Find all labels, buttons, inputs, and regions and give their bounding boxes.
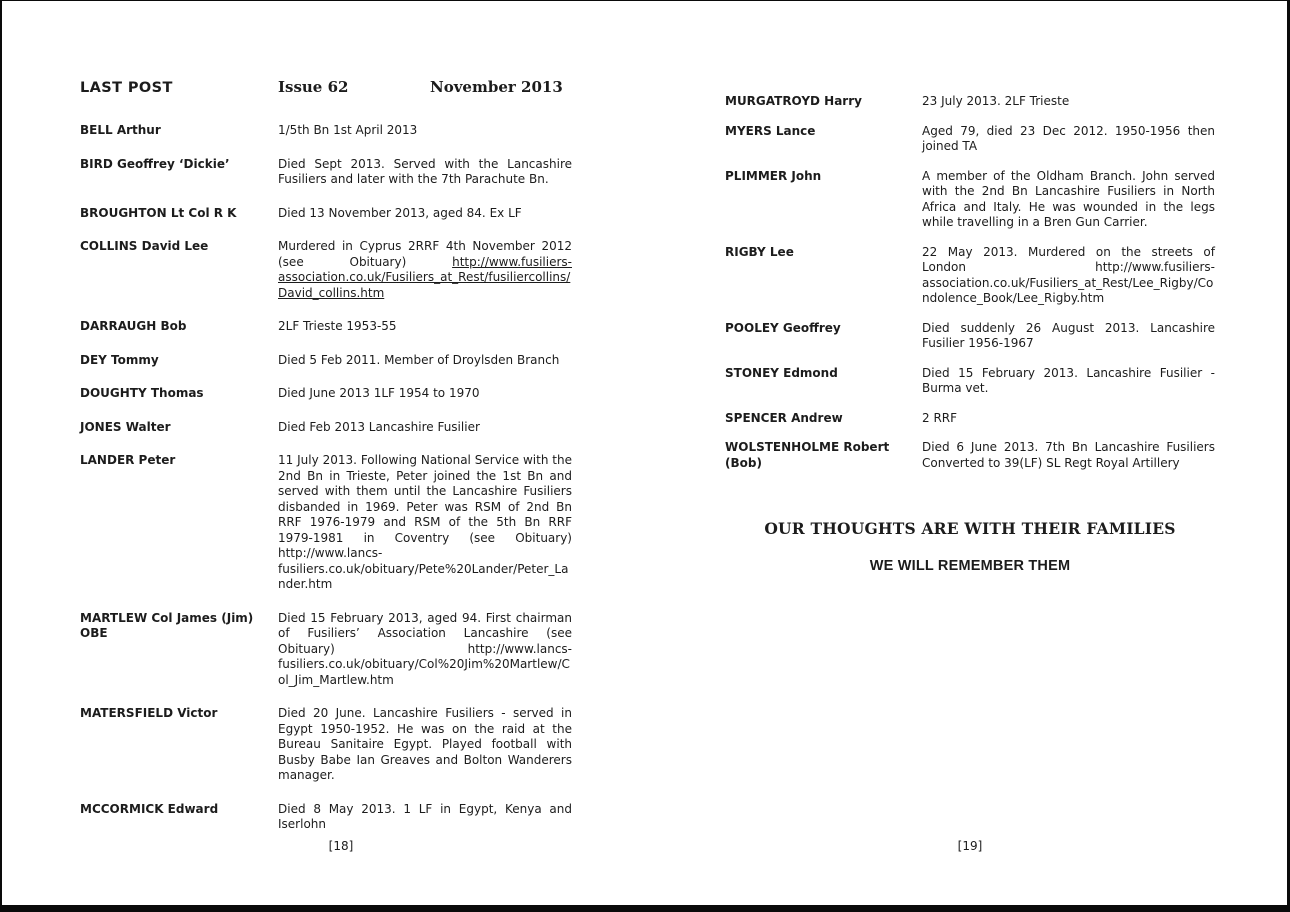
entry-detail-text: Died June 2013 1LF 1954 to 1970 [278, 386, 480, 400]
obituary-entry [80, 206, 572, 222]
obituary-entry [725, 124, 1215, 155]
obituary-entry [725, 169, 1215, 231]
entry-detail-text: Died 15 February 2013, aged 94. First chairman of Fusiliers’ Association Lancashire (see Obituary) http://www.lancs-fusiliers.co.uk/obituary/Col%20Jim%20Martlew/Col_Jim_Martlew.htm [278, 610, 572, 687]
entry-detail [922, 321, 1215, 352]
obituary-entry [725, 366, 1215, 397]
entry-name: MURGATROYD Harry [725, 94, 862, 108]
entry-detail-text: Died 15 February 2013. Lancashire Fusilier - Burma vet. [922, 365, 1215, 395]
obituary-entry [80, 319, 572, 335]
entry-detail [922, 169, 1215, 231]
obituary-entry [725, 440, 1215, 471]
issue-date: November 2013 [430, 78, 563, 96]
closing-line-remember: WE WILL REMEMBER THEM [869, 558, 1071, 574]
entry-detail [278, 420, 572, 436]
entry-detail [922, 366, 1215, 397]
issue-number: Issue 62 [278, 78, 349, 96]
entry-name: STONEY Edmond [725, 365, 838, 380]
entry-detail [278, 802, 572, 833]
entry-detail-text: 11 July 2013. Following National Service with the 2nd Bn in Trieste, Peter joined the 1st Bn and served with them until the Lancashire Fusiliers disbanded in 1969. Peter was RSM of 2nd Bn RRF 1976-1979 and RSM of the 5th Bn RRF 1979-1981 in Coventry (see Obituary) http://www.lancs-fusiliers.co.uk/obituary/Pete%20Lander/Peter_Lander.htm [278, 453, 572, 591]
entry-name: DOUGHTY Thomas [80, 386, 204, 400]
entry-name: RIGBY Lee [725, 244, 794, 259]
entry-detail-text: 1/5th Bn 1st April 2013 [278, 123, 418, 137]
entry-name: BELL Arthur [80, 123, 161, 137]
entry-detail [278, 386, 572, 402]
memorial-closing [725, 519, 1215, 574]
entry-detail-text: Died Sept 2013. Served with the Lancashire Fusiliers and later with the 7th Parachute Bn. [278, 156, 572, 186]
entry-name: MATERSFIELD Victor [80, 706, 218, 720]
obituary-list-right [725, 94, 1215, 471]
page-19 [725, 94, 1215, 574]
entry-detail-text: Died 5 Feb 2011. Member of Droylsden Branch [278, 352, 560, 367]
entry-detail-text: Died 6 June 2013. 7th Bn Lancashire Fusiliers Converted to 39(LF) SL Regt Royal Artillery [922, 440, 1215, 470]
entry-detail [278, 123, 572, 139]
entry-name: WOLSTENHOLME Robert (Bob) [725, 440, 890, 470]
obituary-entry [725, 94, 1215, 110]
entry-detail-text: A member of the Oldham Branch. John served with the 2nd Bn Lancashire Fusiliers in North Africa and Italy. He was wounded in the legs while travelling in a Bren Gun Carrier. [922, 168, 1215, 229]
obituary-entry [80, 453, 572, 593]
obituary-entry [80, 420, 572, 436]
entry-detail [922, 245, 1215, 307]
obituary-entry [725, 245, 1215, 307]
entry-detail-text: Murdered in Cyprus 2RRF 4th November 2012 (see Obituary) [278, 239, 572, 269]
newsletter-title: LAST POST [80, 80, 173, 96]
entry-detail-text: Died 20 June. Lancashire Fusiliers - served in Egypt 1950-1952. He was on the raid at the Bureau Sanitaire Egypt. Played football with Busby Babe Ian Greaves and Bolton Wanderers manager. [278, 706, 572, 782]
page-18 [80, 78, 572, 851]
entry-name: SPENCER Andrew [725, 410, 843, 425]
obituary-entry [80, 239, 572, 301]
entry-detail-text: Died suddenly 26 August 2013. Lancashire Fusilier 1956-1967 [922, 320, 1215, 350]
entry-name: LANDER Peter [80, 453, 176, 467]
entry-detail-text: 23 July 2013. 2LF Trieste [922, 94, 1070, 108]
entry-detail [922, 124, 1215, 155]
entry-detail [278, 611, 572, 689]
obituary-list-left [80, 123, 572, 833]
obituary-entry [80, 706, 572, 784]
entry-detail [278, 453, 572, 593]
entry-name: BIRD Geoffrey ‘Dickie’ [80, 156, 230, 171]
entry-detail-text: Died 8 May 2013. 1 LF in Egypt, Kenya and Iserlohn [278, 801, 572, 831]
closing-line-families: OUR THOUGHTS ARE WITH THEIR FAMILIES [764, 519, 1176, 538]
entry-name: JONES Walter [80, 419, 171, 434]
entry-name: MYERS Lance [725, 123, 816, 138]
obituary-entry [80, 386, 572, 402]
page-number-19: [19] [957, 839, 983, 853]
entry-name: DEY Tommy [80, 352, 159, 367]
entry-detail [278, 353, 572, 369]
entry-url-link[interactable]: http://www.fusiliers-association.co.uk/Fusiliers_at_Rest/fusiliercollins/David_collins.htm [278, 254, 572, 300]
entry-name: POOLEY Geoffrey [725, 320, 841, 335]
obituary-entry [80, 802, 572, 833]
entry-detail-text: 22 May 2013. Murdered on the streets of London http://www.fusiliers-association.co.uk/Fusiliers_at_Rest/Lee_Rigby/Condolence_Book/Lee_Rigby.htm [922, 244, 1215, 305]
entry-detail [922, 411, 1215, 427]
entry-detail-text: 2LF Trieste 1953-55 [278, 319, 397, 333]
entry-name: PLIMMER John [725, 168, 822, 183]
entry-detail [278, 706, 572, 784]
entry-detail [278, 157, 572, 188]
obituary-entry [80, 123, 572, 139]
page-number-18: [18] [328, 839, 354, 853]
entry-name: BROUGHTON Lt Col R K [80, 205, 237, 220]
entry-name: COLLINS David Lee [80, 239, 209, 253]
entry-detail [278, 239, 572, 301]
entry-name: MARTLEW Col James (Jim) OBE [80, 610, 254, 640]
entry-detail-text: Died 13 November 2013, aged 84. Ex LF [278, 205, 522, 220]
entry-detail-text: Died Feb 2013 Lancashire Fusilier [278, 419, 480, 434]
obituary-entry [80, 611, 572, 689]
entry-detail [278, 206, 572, 222]
entry-detail [922, 94, 1215, 110]
entry-detail [278, 319, 572, 335]
entry-detail [922, 440, 1215, 471]
entry-name: DARRAUGH Bob [80, 319, 187, 333]
masthead [80, 78, 572, 96]
obituary-entry [725, 321, 1215, 352]
entry-name: MCCORMICK Edward [80, 801, 219, 816]
entry-detail-text: Aged 79, died 23 Dec 2012. 1950-1956 then joined TA [922, 123, 1215, 153]
obituary-entry [80, 353, 572, 369]
obituary-entry [725, 411, 1215, 427]
obituary-entry [80, 157, 572, 188]
entry-detail-text: 2 RRF [922, 410, 958, 425]
